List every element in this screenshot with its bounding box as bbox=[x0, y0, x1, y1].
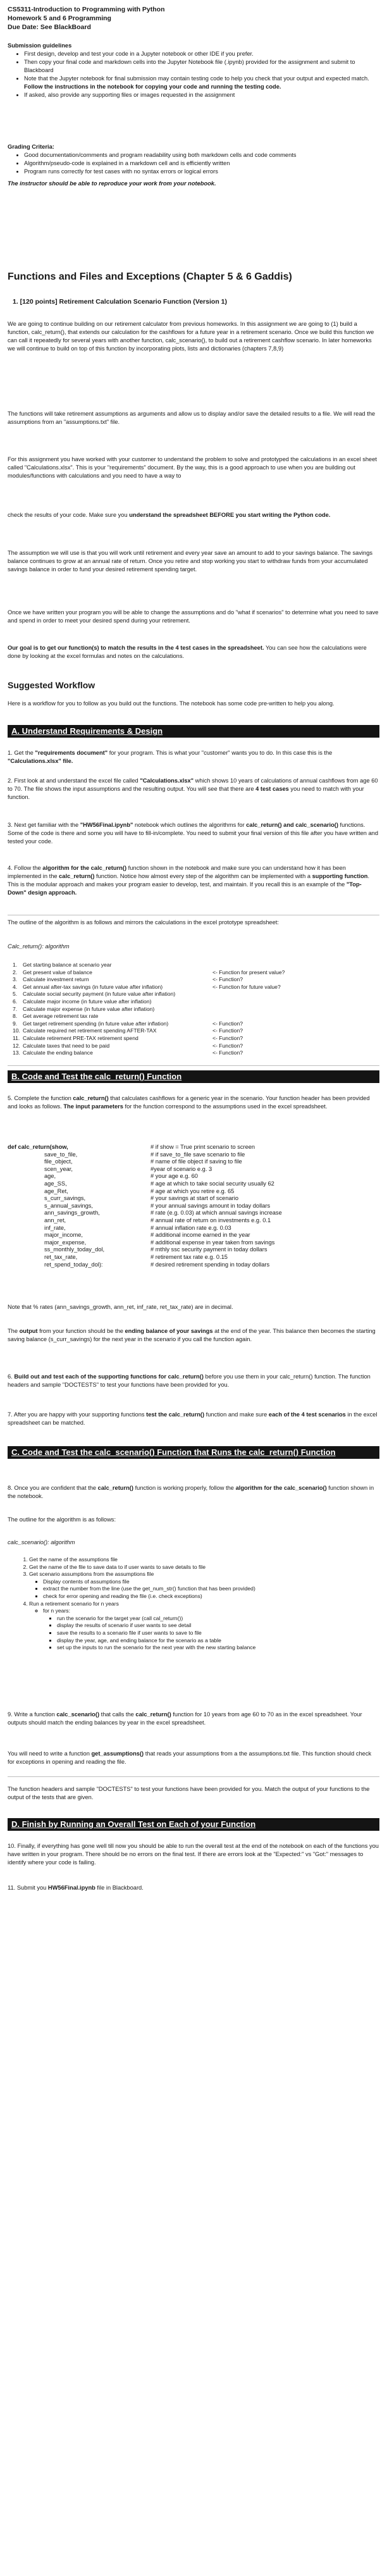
section-a-step-3: 3. Next get familiar with the "HW56Final.ipynb" notebook which outlines the algorithms for calc_return() and calc_scenario() functions. Some of the code is there and some you will have to fill-in/complete. You need to submit your final version of this file after you have written and tested your code. bbox=[8, 822, 379, 845]
step-comment: <- Function? bbox=[212, 1050, 243, 1056]
intro-paragraph-1: We are going to continue building on our retirement calculator from previous homeworks. In this assignment we are going to (1) build a function, calc_return(), that extends our calculation for the cashflows for a future year in a retirement scenario. Once we build this function we can call it repeatedly for several years with another function, calc_scenario(), to build out a retirement cashflow scenario. In later homeworks we will continue to build on top of this function by incorporating plots, lists and dictionaries (chapters 7,8,9) bbox=[8, 321, 374, 352]
code-line bbox=[8, 1232, 379, 1239]
list-item bbox=[29, 1571, 374, 1600]
parameter-name: age_Ret, bbox=[44, 1187, 68, 1194]
parameter-name: inf_rate, bbox=[44, 1224, 66, 1231]
algorithm-step bbox=[13, 984, 374, 991]
parameter-comment: # annual rate of return on investments e.g. 0.1 bbox=[150, 1217, 271, 1223]
calc-return-algorithm-label: Calc_return(): algorithm bbox=[8, 943, 70, 950]
sub-sub-list-item: ▪ set up the inputs to run the scenario for the next year with the new starting balance bbox=[57, 1644, 374, 1652]
algorithm-step bbox=[13, 998, 374, 1006]
list-item-text: Get scenario assumptions from the assumptions file bbox=[29, 1571, 154, 1578]
step-text: Calculate retirement PRE-TAX retirement spend bbox=[23, 1034, 138, 1041]
step-comment bbox=[212, 962, 374, 969]
parameter-name: age_SS, bbox=[44, 1180, 67, 1187]
algorithm-step bbox=[13, 1020, 374, 1028]
section-a-step-1: 1. Get the "requirements document" for your program. This is what your "customer" wants you to do. In this case this is the "Calculations.xlsx" file. bbox=[8, 750, 333, 764]
submission-guidelines bbox=[8, 42, 379, 99]
section-d-title: D. Finish by Running an Overall Test on Each of your Function bbox=[11, 1819, 256, 1829]
list-item bbox=[29, 1601, 374, 1652]
list-item: • Then copy your final code and markdown cells into the Jupyter Notebook file (.ipynb) provided for the assignment and submit to Blackboard bbox=[24, 58, 379, 75]
code-line bbox=[8, 1180, 379, 1188]
step-number: 7. bbox=[13, 1005, 18, 1012]
algorithm-step bbox=[13, 1035, 374, 1043]
code-line bbox=[8, 1195, 379, 1203]
decimal-note: Note that % rates (ann_savings_growth, ann_ret, inf_rate, ret_tax_rate) are in decimal. bbox=[8, 1304, 233, 1310]
function-header-code bbox=[8, 1144, 379, 1268]
grading-note: The instructor should be able to reproduce your work from your notebook. bbox=[8, 180, 216, 187]
list-item-text: Run a retirement scenario for n years bbox=[29, 1600, 119, 1607]
due-date: Due Date: See BlackBoard bbox=[8, 23, 91, 31]
step-number: 6. bbox=[13, 998, 18, 1005]
algorithm-outline-intro: The outline of the algorithm is as follows and mirrors the calculations in the excel prototype spreadsheet: bbox=[8, 919, 279, 926]
list-item: • Note that the Jupyter notebook for final submission may contain testing code to help you check that your output and expected match. Follow the instructions in the notebook for copying your code and running the testing code. bbox=[24, 75, 379, 91]
step-text: Calculate the ending balance bbox=[23, 1050, 93, 1056]
parameter-comment: # additional income earned in the year bbox=[150, 1232, 250, 1239]
doctests-paragraph: The function headers and sample "DOCTESTS" to test your functions have been provided for you. Match the output of your functions to the output of the tests that are given. bbox=[8, 1786, 370, 1800]
sub-list-item bbox=[43, 1607, 374, 1652]
step-text: Calculate major expense (in future value after inflation) bbox=[23, 1005, 155, 1012]
step-text: Calculate social security payment (in future value after inflation) bbox=[23, 991, 176, 998]
algorithm-step bbox=[13, 1013, 374, 1020]
parameter-comment: # your annual savings amount in today dollars bbox=[150, 1202, 271, 1209]
step-text: Calculate taxes that need to be paid bbox=[23, 1042, 110, 1049]
grading-title: Grading Criteria: bbox=[8, 144, 54, 150]
calc-scenario-algorithm-steps bbox=[13, 1556, 374, 1652]
list-item: • Good documentation/comments and program readability using both markdown cells and code comments bbox=[24, 151, 379, 159]
step-comment bbox=[212, 1013, 374, 1020]
intro-paragraph-7: Our goal is to get our function(s) to match the results in the 4 test cases in the spreadsheet. You can see how the calculations were done by looking at the excel formulas and notes on the calculations. bbox=[8, 645, 367, 659]
code-line bbox=[8, 1203, 379, 1210]
code-line bbox=[8, 1225, 379, 1232]
step-number: 1. bbox=[13, 962, 18, 968]
calc-scenario-algorithm-label: calc_scenario(): algorithm bbox=[8, 1539, 75, 1545]
list-item: • Algorithm/pseudo-code is explained in a markdown cell and is efficiently written bbox=[24, 159, 379, 168]
parameter-name: ret_spend_today_dol): bbox=[44, 1261, 103, 1268]
output-paragraph: The output from your function should be the ending balance of your savings at the end of the year. This balance then becomes the starting saving balance (s_curr_savings) for the next year in the scenario if you call the function again. bbox=[8, 1328, 376, 1342]
algorithm-step bbox=[13, 969, 374, 977]
parameter-name: s_annual_savings, bbox=[44, 1202, 94, 1209]
code-line bbox=[8, 1151, 379, 1159]
algorithm-step bbox=[13, 1006, 374, 1013]
parameter-comment: # retirement tax rate e.g. 0.15 bbox=[150, 1253, 228, 1260]
step-number: 12. bbox=[13, 1042, 20, 1049]
step-number: 5. bbox=[13, 991, 18, 998]
sub-list-item: ▪ extract the number from the line (use the get_num_str() function that has been provided) bbox=[43, 1585, 374, 1593]
intro-paragraph-3: For this assignment you have worked with your customer to understand the problem to solve and prototyped the calculations in an excel sheet called "Calculations.xlsx". This is your "requirements" document. By the way, this is a good approach to use when you are building out modules/functions with calculations and you need to have a way to bbox=[8, 456, 377, 479]
section-b-step-6: 6. Build out and test each of the supporting functions for calc_return() before you use them in your calc_return() function. The function headers and sample "DOCTESTS" to test your functions have been provided for you. bbox=[8, 1373, 371, 1388]
step-number: 10. bbox=[13, 1027, 20, 1034]
parameter-comment: # desired retirement spending in today dollars bbox=[150, 1261, 270, 1268]
parameter-comment: # age at which to take social security usually 62 bbox=[150, 1180, 274, 1187]
intro-paragraph-4: check the results of your code. Make sure you understand the spreadsheet BEFORE you start writing the Python code. bbox=[8, 512, 331, 518]
step-comment: <- Function for present value? bbox=[212, 969, 285, 975]
step-comment bbox=[212, 1006, 374, 1013]
submission-title: Submission guidelines bbox=[8, 42, 72, 49]
section-c-step-8: 8. Once you are confident that the calc_return() function is working properly, follow the algorithm for the calc_scenario() function shown in the notebook. bbox=[8, 1485, 374, 1499]
algorithm-step bbox=[13, 1043, 374, 1050]
code-line bbox=[8, 1173, 379, 1180]
parameter-name: def calc_return(show, bbox=[8, 1144, 68, 1150]
calc-return-algorithm-steps bbox=[13, 962, 374, 1057]
parameter-name: s_curr_savings, bbox=[44, 1195, 86, 1202]
intro-paragraph-2: The functions will take retirement assumptions as arguments and allow us to display and/or save the detailed results to a file. We will read the assumptions from an "assumptions.txt" file. bbox=[8, 411, 376, 425]
step-number: 9. bbox=[13, 1020, 18, 1027]
step-text: Get average retirement tax rate bbox=[23, 1013, 99, 1020]
parameter-name: ret_tax_rate, bbox=[44, 1253, 78, 1260]
main-heading: Functions and Files and Exceptions (Chapter 5 & 6 Gaddis) bbox=[8, 271, 292, 282]
parameter-comment: # rate (e.g. 0.03) at which annual savings increase bbox=[150, 1210, 282, 1217]
parameter-comment: # annual inflation rate e.g. 0.03 bbox=[150, 1224, 231, 1231]
parameter-comment: # if show = True print scenario to screen bbox=[150, 1144, 255, 1150]
parameter-name: age, bbox=[44, 1173, 56, 1180]
step-text: Get starting balance at scenario year bbox=[23, 962, 112, 968]
step-comment: <- Function? bbox=[212, 1027, 243, 1034]
parameter-name: major_expense, bbox=[44, 1239, 87, 1246]
list-item: • First design, develop and test your code in a Jupyter notebook or other IDE if you prefer. bbox=[24, 50, 379, 58]
list-item: 1. Get the name of the assumptions file bbox=[29, 1556, 374, 1564]
section-a-step-2: 2. First look at and understand the excel file called "Calculations.xlsx" which shows 10 years of calculations of annual cashflows from age 60 to 70. The file shows the input assumptions and the resulting output. You will see that there are 4 test cases you need to match with your function. bbox=[8, 777, 378, 800]
step-number: 2. bbox=[13, 969, 18, 975]
step-text: Calculate investment return bbox=[23, 976, 89, 983]
parameter-name: save_to_file, bbox=[44, 1151, 78, 1158]
parameter-comment: # name of file object if saving to file bbox=[150, 1158, 242, 1165]
document-header bbox=[8, 5, 379, 32]
step-text: Get target retirement spending (in future value after inflation) bbox=[23, 1020, 169, 1027]
list-item: • If asked, also provide any supporting files or images requested in the assignment bbox=[24, 91, 379, 99]
sub-list-item-text: for n years: bbox=[43, 1607, 70, 1614]
section-b-header bbox=[8, 1070, 379, 1083]
section-c-header bbox=[8, 1446, 379, 1459]
step-comment: <- Function? bbox=[212, 1020, 243, 1027]
section-c-title: C. Code and Test the calc_scenario() Function that Runs the calc_return() Function bbox=[11, 1447, 336, 1457]
algorithm-step bbox=[13, 991, 374, 998]
step-number: 8. bbox=[13, 1013, 18, 1020]
course-title: CS5311-Introduction to Programming with Python bbox=[8, 6, 165, 13]
parameter-comment: #year of scenario e.g. 3 bbox=[150, 1165, 212, 1172]
section-b-title: B. Code and Test the calc_return() Function bbox=[11, 1072, 182, 1081]
section-d-header bbox=[8, 1818, 379, 1831]
sub-sub-list-item: ▪ save the results to a scenario file if user wants to save to file bbox=[57, 1630, 374, 1637]
section-a-title: A. Understand Requirements & Design bbox=[11, 726, 163, 736]
parameter-comment: # if save_to_file save scenario to file bbox=[150, 1151, 245, 1158]
code-line bbox=[8, 1239, 379, 1247]
parameter-comment: # your savings at start of scenario bbox=[150, 1195, 239, 1202]
section-d-step-11: 11. Submit you HW56Final.ipynb file in Blackboard. bbox=[8, 1885, 144, 1891]
code-line bbox=[8, 1166, 379, 1173]
sub-sub-list-item: ▪ run the scenario for the target year (call cal_return()) bbox=[57, 1615, 374, 1623]
section-a-header bbox=[8, 725, 379, 738]
list-item: • Program runs correctly for test cases with no syntax errors or logical errors bbox=[24, 168, 379, 176]
step-text: Get annual after-tax savings (in future value after inflation) bbox=[23, 983, 163, 990]
section-b-step-7: 7. After you are happy with your supporting functions test the calc_return() function and make sure each of the 4 test scenarios in the excel spreadsheet can be matched. bbox=[8, 1411, 378, 1426]
parameter-name: file_object, bbox=[44, 1158, 73, 1165]
workflow-title: Suggested Workflow bbox=[8, 680, 95, 690]
divider bbox=[8, 1776, 379, 1777]
parameter-comment: # additional expense in year taken from savings bbox=[150, 1239, 275, 1246]
parameter-name: major_income, bbox=[44, 1232, 83, 1239]
step-text: Calculate major income (in future value after inflation) bbox=[23, 998, 152, 1005]
step-comment: <- Function? bbox=[212, 1042, 243, 1049]
code-line bbox=[8, 1254, 379, 1261]
list-item: 2. Get the name of the file to save data to if user wants to save details to file bbox=[29, 1564, 374, 1571]
parameter-name: ann_savings_growth, bbox=[44, 1210, 100, 1217]
step-comment bbox=[212, 991, 374, 998]
sub-list-item: ▪ check for error opening and reading the file (i.e. check exceptions) bbox=[43, 1593, 374, 1601]
parameter-comment: # mthly ssc security payment in today dollars bbox=[150, 1246, 267, 1253]
algorithm-step bbox=[13, 962, 374, 969]
step-text: Get present value of balance bbox=[23, 969, 92, 975]
code-line bbox=[8, 1210, 379, 1217]
section-a-step-4: 4. Follow the algorithm for the calc_return() function shown in the notebook and make sure you can understand how it has been implemented in the calc_return() function. Notice how almost every step of the algorithm can be implemented with a supporting function. This is the modular approach and makes your program easier to develop, test, and maintain. If you recall this is an example of the "Top-Down" design approach. bbox=[8, 865, 370, 896]
parameter-name: ann_ret, bbox=[44, 1217, 66, 1223]
grading-criteria bbox=[8, 143, 379, 188]
parameter-name: scen_year, bbox=[44, 1165, 73, 1172]
step-comment: <- Function? bbox=[212, 1034, 243, 1041]
step-number: 11. bbox=[13, 1034, 20, 1041]
sub-sub-list-item: ▪ display the results of scenario if user wants to see detail bbox=[57, 1622, 374, 1630]
algorithm-step bbox=[13, 976, 374, 984]
step-text: Calculate required net retirement spending AFTER-TAX bbox=[23, 1027, 157, 1034]
task-title: 1. [120 points] Retirement Calculation Scenario Function (Version 1) bbox=[13, 298, 227, 306]
intro-paragraph-6: Once we have written your program you will be able to change the assumptions and do "what if scenarios" to determine what you need to save and spend in order to meet your desired spend during your retirement. bbox=[8, 609, 379, 624]
code-line bbox=[8, 1188, 379, 1196]
step-number: 13. bbox=[13, 1050, 20, 1056]
sub-list-item: ▪ Display contents of assumptions file bbox=[43, 1578, 374, 1586]
step-comment: <- Function? bbox=[212, 976, 243, 983]
workflow-paragraph: Here is a workflow for you to follow as you build out the functions. The notebook has some code pre-written to help you along. bbox=[8, 700, 335, 707]
code-line bbox=[8, 1158, 379, 1166]
algorithm-step bbox=[13, 1027, 374, 1035]
parameter-name: ss_monthly_today_dol, bbox=[44, 1246, 105, 1253]
code-line bbox=[8, 1261, 379, 1269]
step-comment: <- Function for future value? bbox=[212, 983, 281, 990]
section-c-step-9: 9. Write a function calc_scenario() that calls the calc_return() function for 10 years from age 60 to 70 as in the excel spreadsheet. Your outputs should match the ending balances by year in the excel spreadsheet. bbox=[8, 1711, 362, 1726]
divider bbox=[8, 1065, 379, 1066]
step-number: 4. bbox=[13, 983, 18, 990]
step-comment bbox=[212, 998, 374, 1006]
parameter-comment: # age at which you retire e.g. 65 bbox=[150, 1187, 235, 1194]
scenario-outline-intro: The outline for the algorithm is as follows: bbox=[8, 1516, 116, 1523]
parameter-comment: # your age e.g. 60 bbox=[150, 1173, 198, 1180]
section-b-step-5: 5. Complete the function calc_return() that calculates cashflows for a generic year in the scenario. Your function header has been provided and looks as follows. The input parameters for the function correspond to the assumptions used in the excel spreadsheet. bbox=[8, 1095, 370, 1110]
code-line bbox=[8, 1246, 379, 1254]
sub-sub-list-item: ▪ display the year, age, and ending balance for the scenario as a table bbox=[57, 1637, 374, 1645]
step-number: 3. bbox=[13, 976, 18, 983]
intro-paragraph-5: The assumption we will use is that you will work until retirement and every year save an amount to add to your savings balance. The savings balance continues to grow at an annual rate of return. Once you retire and stop working you start to withdraw funds from your accumulated savings balance in order to fund your desired retirement spending target. bbox=[8, 550, 373, 573]
get-assumptions-paragraph: You will need to write a function get_assumptions() that reads your assumptions from a the assumptions.txt file. This function should check for exceptions in opening and reading the file. bbox=[8, 1750, 372, 1765]
algorithm-step bbox=[13, 1050, 374, 1057]
code-line bbox=[8, 1144, 379, 1151]
homework-title: Homework 5 and 6 Programming bbox=[8, 15, 111, 22]
code-line bbox=[8, 1217, 379, 1225]
section-d-step-10: 10. Finally, if everything has gone well till now you should be able to run the overall test at the end of the notebook on each of the functions you have written in your program. There should be no errors on the final test. If there are errors look at the "Expected:" vs "Got:" messages to identify where your code is failing. bbox=[8, 1843, 379, 1866]
